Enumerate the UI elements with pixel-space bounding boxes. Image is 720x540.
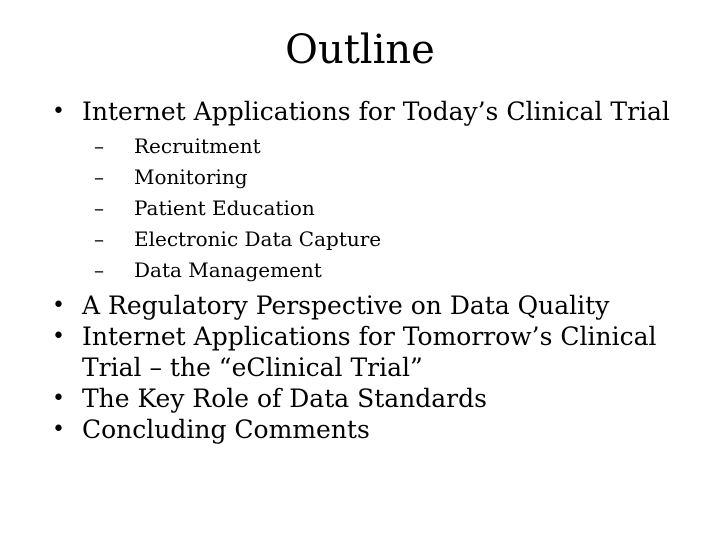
sub-bullet-item: [94, 193, 692, 224]
bullet-icon: •: [52, 417, 65, 442]
bullet-text: Internet Applications for Today’s Clinical Trial: [82, 97, 670, 126]
bullet-text: The Key Role of Data Standards: [82, 384, 487, 413]
bullet-icon: •: [52, 293, 65, 318]
dash-icon: –: [94, 258, 104, 282]
sub-bullet-item: [94, 162, 692, 193]
bullet-icon: •: [52, 324, 65, 349]
bullet-text: Concluding Comments: [82, 415, 370, 444]
bullet-text: A Regulatory Perspective on Data Quality: [82, 291, 610, 320]
bullet-text: Internet Applications for Tomorrow’s Clinical Trial – the “eClinical Trial”: [82, 322, 657, 382]
slide-title: Outline: [285, 27, 435, 73]
dash-icon: –: [94, 134, 104, 158]
sub-bullet-item: [94, 255, 692, 286]
bullet-icon: •: [52, 99, 65, 124]
bullet-icon: •: [52, 386, 65, 411]
bullet-item: [52, 383, 692, 414]
dash-icon: –: [94, 165, 104, 189]
sub-bullet-text: Recruitment: [134, 134, 261, 158]
sub-bullet-text: Patient Education: [134, 196, 315, 220]
sub-bullet-item: [94, 224, 692, 255]
bullet-item: [52, 321, 692, 383]
sub-bullet-text: Monitoring: [134, 165, 248, 189]
sub-bullet-item: [94, 131, 692, 162]
sub-bullet-text: Data Management: [134, 258, 322, 282]
bullet-item: [52, 290, 692, 321]
bullet-list: [52, 96, 692, 445]
dash-icon: –: [94, 196, 104, 220]
dash-icon: –: [94, 227, 104, 251]
bullet-item: [52, 414, 692, 445]
bullet-item: [52, 96, 692, 286]
sub-bullet-text: Electronic Data Capture: [134, 227, 382, 251]
sub-bullet-list: [94, 131, 692, 286]
